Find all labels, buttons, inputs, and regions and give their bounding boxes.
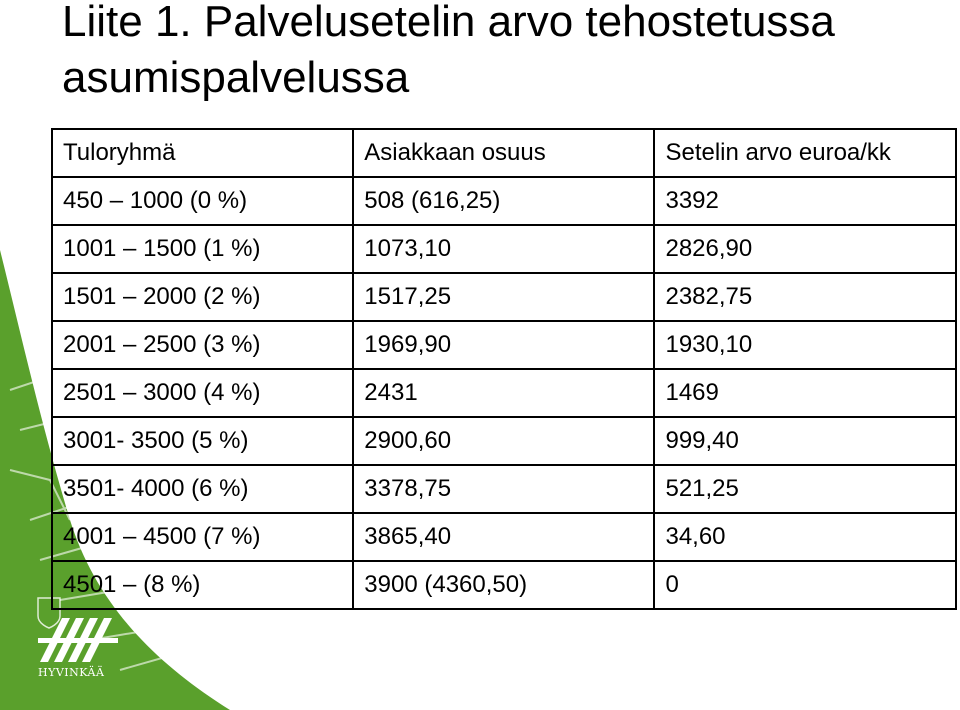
- cell-client-share: 3900 (4360,50): [353, 561, 654, 609]
- cell-client-share: 1969,90: [353, 321, 654, 369]
- cell-voucher-value: 2382,75: [654, 273, 956, 321]
- title-line-1: Liite 1. Palvelusetelin arvo tehostetussa: [62, 0, 835, 46]
- cell-income-group: 450 – 1000 (0 %): [52, 177, 353, 225]
- cell-income-group: 2001 – 2500 (3 %): [52, 321, 353, 369]
- table-row: [52, 561, 956, 609]
- cell-client-share: 1073,10: [353, 225, 654, 273]
- cell-income-group: 4001 – 4500 (7 %): [52, 513, 353, 561]
- header-client-share: Asiakkaan osuus: [353, 129, 654, 177]
- page-title: [62, 0, 835, 106]
- cell-income-group: 4501 – (8 %): [52, 561, 353, 609]
- cell-client-share: 508 (616,25): [353, 177, 654, 225]
- cell-voucher-value: 0: [654, 561, 956, 609]
- table-row: [52, 513, 956, 561]
- table-row: [52, 369, 956, 417]
- cell-voucher-value: 521,25: [654, 465, 956, 513]
- table-row: [52, 321, 956, 369]
- title-line-2: asumispalvelussa: [62, 53, 410, 102]
- cell-voucher-value: 1469: [654, 369, 956, 417]
- cell-voucher-value: 2826,90: [654, 225, 956, 273]
- cell-voucher-value: 999,40: [654, 417, 956, 465]
- cell-income-group: 1001 – 1500 (1 %): [52, 225, 353, 273]
- header-income-group: Tuloryhmä: [52, 129, 353, 177]
- cell-voucher-value: 1930,10: [654, 321, 956, 369]
- cell-client-share: 3378,75: [353, 465, 654, 513]
- table-row: [52, 225, 956, 273]
- cell-client-share: 2431: [353, 369, 654, 417]
- cell-voucher-value: 34,60: [654, 513, 956, 561]
- cell-income-group: 3501- 4000 (6 %): [52, 465, 353, 513]
- cell-income-group: 1501 – 2000 (2 %): [52, 273, 353, 321]
- cell-client-share: 1517,25: [353, 273, 654, 321]
- table-row: [52, 273, 956, 321]
- table-row: [52, 177, 956, 225]
- table-row: [52, 465, 956, 513]
- cell-voucher-value: 3392: [654, 177, 956, 225]
- cell-income-group: 2501 – 3000 (4 %): [52, 369, 353, 417]
- header-voucher-value: Setelin arvo euroa/kk: [654, 129, 956, 177]
- cell-client-share: 2900,60: [353, 417, 654, 465]
- table-row: [52, 417, 956, 465]
- logo-wordmark: HYVINKÄÄ: [38, 666, 105, 679]
- cell-client-share: 3865,40: [353, 513, 654, 561]
- table-header-row: [52, 129, 956, 177]
- cell-income-group: 3001- 3500 (5 %): [52, 417, 353, 465]
- voucher-value-table: [51, 128, 957, 610]
